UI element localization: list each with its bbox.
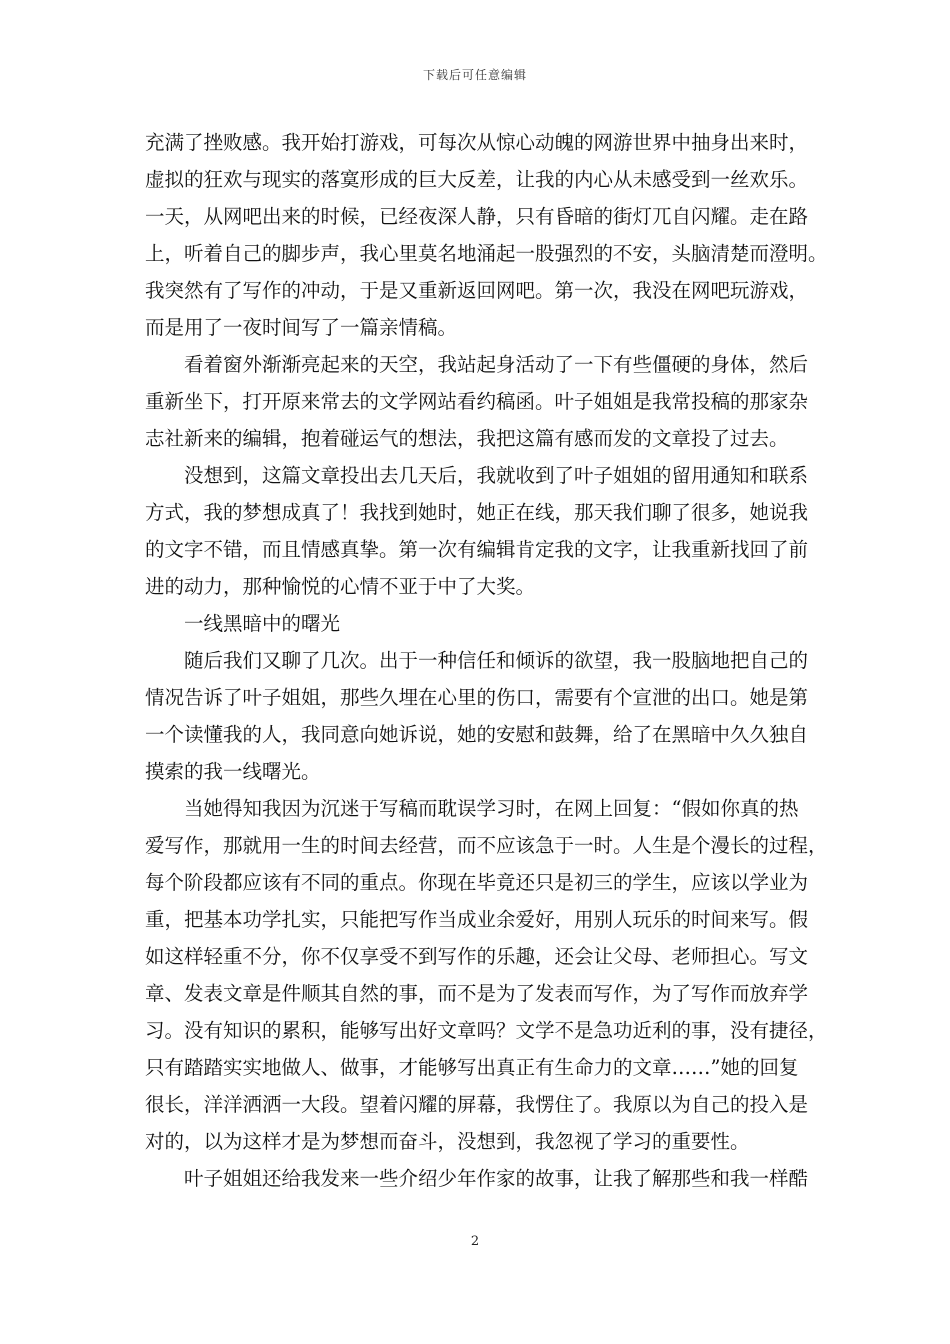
text-line: 重，把基本功学扎实，只能把写作当成业余爱好，用别人玩乐的时间来写。假 [145, 908, 809, 931]
text-line: 情况告诉了叶子姐姐，那些久埋在心里的伤口，需要有个宣泄的出口。她是第 [145, 686, 809, 709]
text-line: 一个读懂我的人，我同意向她诉说，她的安慰和鼓舞，给了在黑暗中久久独自 [145, 723, 809, 746]
text-line: 如这样轻重不分，你不仅享受不到写作的乐趣，还会让父母、老师担心。写文 [145, 945, 809, 968]
text-line: 志社新来的编辑，抱着碰运气的想法，我把这篇有感而发的文章投了过去。 [145, 427, 789, 450]
text-line: 进的动力，那种愉悦的心情不亚于中了大奖。 [145, 575, 536, 598]
text-line: 随后我们又聊了几次。出于一种信任和倾诉的欲望，我一股脑地把自己的 [184, 649, 809, 672]
text-line: 爱写作，那就用一生的时间去经营，而不应该急于一时。人生是个漫长的过程， [145, 834, 828, 857]
text-line: 看着窗外渐渐亮起来的天空，我站起身活动了一下有些僵硬的身体，然后 [184, 353, 809, 376]
text-line: 章、发表文章是件顺其自然的事，而不是为了发表而写作，为了写作而放弃学 [145, 982, 809, 1005]
text-line: 对的，以为这样才是为梦想而奋斗，没想到，我忽视了学习的重要性。 [145, 1130, 750, 1153]
text-line: 没想到，这篇文章投出去几天后，我就收到了叶子姐姐的留用通知和联系 [184, 464, 809, 487]
text-line: 的文字不错，而且情感真挚。第一次有编辑肯定我的文字，让我重新找回了前 [145, 538, 809, 561]
text-line: 虚拟的狂欢与现实的落寞形成的巨大反差，让我的内心从未感受到一丝欢乐。 [145, 168, 809, 191]
text-line: 而是用了一夜时间写了一篇亲情稿。 [145, 316, 458, 339]
page-number: 2 [470, 1234, 480, 1249]
text-line: 一天，从网吧出来的时候，已经夜深人静，只有昏暗的街灯兀自闪耀。走在路 [145, 205, 809, 228]
text-line: 每个阶段都应该有不同的重点。你现在毕竟还只是初三的学生，应该以学业为 [145, 871, 809, 894]
text-line: 上，听着自己的脚步声，我心里莫名地涌起一股强烈的不安，头脑清楚而澄明。 [145, 242, 828, 265]
text-line: 摸索的我一线曙光。 [145, 760, 321, 783]
document-body [145, 124, 828, 1197]
text-line: 很长，洋洋洒洒一大段。望着闪耀的屏幕，我愣住了。我原以为自己的投入是 [145, 1093, 809, 1116]
text-line: 只有踏踏实实地做人、做事，才能够写出真正有生命力的文章……”她的回复 [145, 1056, 799, 1079]
text-line: 重新坐下，打开原来常去的文学网站看约稿函。叶子姐姐是我常投稿的那家杂 [145, 390, 809, 413]
text-line: 方式，我的梦想成真了！我找到她时，她正在线，那天我们聊了很多，她说我 [145, 501, 809, 524]
text-line: 习。没有知识的累积，能够写出好文章吗？文学不是急功近利的事，没有捷径， [145, 1019, 828, 1042]
text-line: 一线黑暗中的曙光 [184, 612, 341, 635]
text-line: 叶子姐姐还给我发来一些介绍少年作家的故事，让我了解那些和我一样酷 [184, 1167, 809, 1190]
text-line: 当她得知我因为沉迷于写稿而耽误学习时，在网上回复：“假如你真的热 [184, 797, 799, 820]
text-line: 我突然有了写作的冲动，于是又重新返回网吧。第一次，我没在网吧玩游戏， [145, 279, 809, 302]
page-header: 下载后可任意编辑 [422, 68, 527, 82]
text-line: 充满了挫败感。我开始打游戏，可每次从惊心动魄的网游世界中抽身出来时， [145, 131, 809, 154]
